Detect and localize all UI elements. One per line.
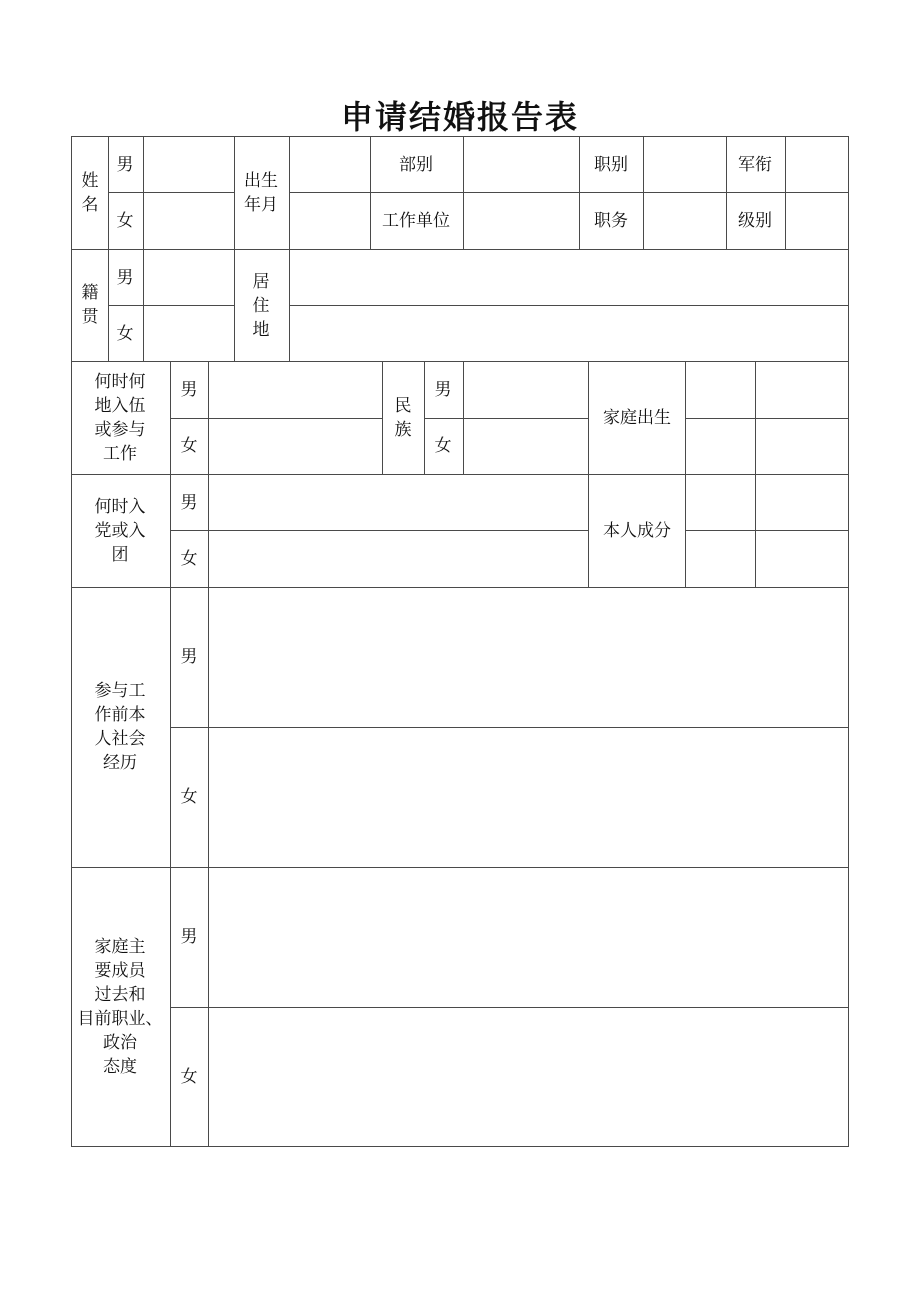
- table-rule: [108, 136, 109, 250]
- table-rule: [463, 136, 464, 250]
- table-rule: [726, 136, 727, 250]
- table-rule: [208, 587, 209, 1147]
- table-rule: [234, 136, 235, 250]
- family-origin-label: 家庭出生: [603, 408, 671, 428]
- party-male-label: 男: [180, 493, 198, 513]
- enlist-male-label: 男: [180, 380, 198, 400]
- table-rule: [71, 867, 849, 868]
- table-rule: [755, 474, 756, 588]
- family-female-label: 女: [180, 1067, 198, 1087]
- rank-label: 军衔: [738, 155, 772, 175]
- residence-label: 居 住 地: [252, 272, 270, 340]
- position-label: 职务: [594, 211, 628, 231]
- grade-label: 级别: [738, 211, 772, 231]
- table-rule: [170, 727, 849, 728]
- party-label: 何时入 党或入 团: [94, 497, 146, 565]
- table-rule: [108, 305, 235, 306]
- table-rule: [289, 136, 290, 250]
- table-rule: [71, 136, 72, 1147]
- table-rule: [71, 136, 849, 137]
- native-place-label: 籍 贯: [81, 283, 99, 327]
- job-category-label: 职别: [594, 155, 628, 175]
- table-rule: [170, 418, 383, 419]
- table-rule: [685, 530, 849, 531]
- table-rule: [71, 249, 849, 250]
- dept-label: 部别: [399, 155, 433, 175]
- native-female-label: 女: [116, 324, 134, 344]
- social-female-label: 女: [180, 787, 198, 807]
- table-rule: [370, 136, 371, 250]
- ethnicity-label: 民 族: [394, 396, 412, 440]
- name-female-label: 女: [116, 211, 134, 231]
- table-rule: [424, 418, 589, 419]
- table-rule: [785, 136, 786, 250]
- name-label: 姓 名: [81, 171, 99, 215]
- table-rule: [71, 474, 849, 475]
- social-male-label: 男: [180, 647, 198, 667]
- table-rule: [143, 136, 144, 250]
- social-history-label: 参与工 作前本 人社会 经历: [94, 681, 146, 773]
- table-rule: [848, 136, 849, 1147]
- birth-label: 出生 年月: [244, 171, 278, 215]
- table-rule: [588, 474, 589, 588]
- ethnicity-female-label: 女: [434, 436, 452, 456]
- family-members-label: 家庭主 要成员 过去和 目前职业、 政治 态度: [77, 937, 163, 1077]
- enlist-female-label: 女: [180, 436, 198, 456]
- table-rule: [643, 136, 644, 250]
- table-rule: [289, 305, 849, 306]
- name-male-label: 男: [116, 155, 134, 175]
- table-rule: [170, 1007, 849, 1008]
- ethnicity-male-label: 男: [434, 380, 452, 400]
- table-rule: [108, 192, 235, 193]
- work-unit-label: 工作单位: [382, 211, 450, 231]
- party-female-label: 女: [180, 549, 198, 569]
- table-rule: [685, 474, 686, 588]
- table-rule: [170, 474, 171, 588]
- table-rule: [579, 136, 580, 250]
- table-rule: [170, 587, 171, 1147]
- enlist-label: 何时何 地入伍 或参与 工作: [94, 372, 146, 464]
- table-rule: [208, 474, 209, 588]
- table-rule: [685, 418, 849, 419]
- table-rule: [71, 361, 849, 362]
- table-rule: [170, 530, 589, 531]
- table-rule: [71, 587, 849, 588]
- personal-status-label: 本人成分: [603, 521, 671, 541]
- table-rule: [289, 192, 849, 193]
- family-male-label: 男: [180, 927, 198, 947]
- form-title: 申请结婚报告表: [340, 98, 579, 136]
- table-rule: [71, 1146, 849, 1147]
- native-male-label: 男: [116, 268, 134, 288]
